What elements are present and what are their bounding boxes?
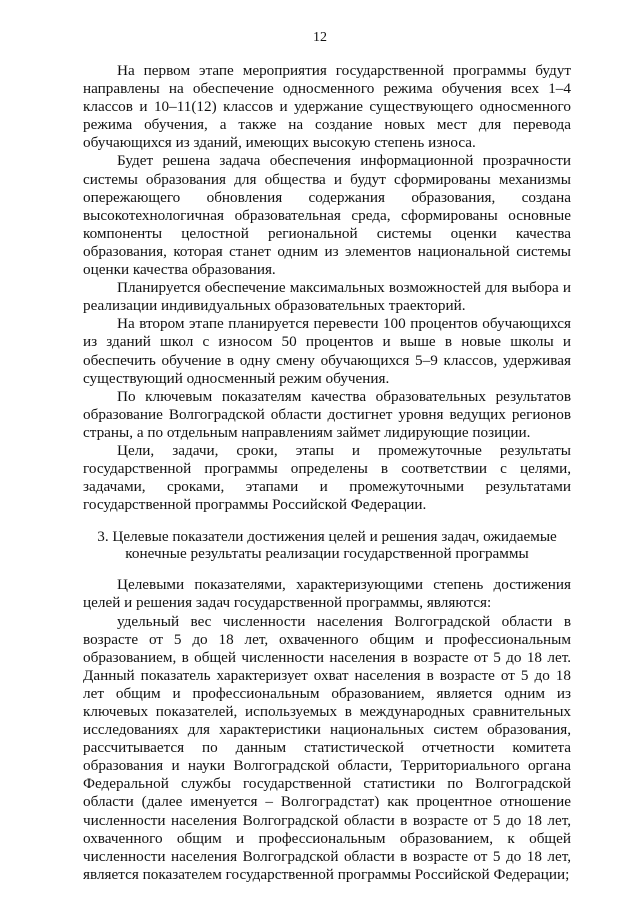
section-heading: 3. Целевые показатели достижения целей и решения задач, ожидаемые конечные результаты реализации государственной программы <box>97 528 557 563</box>
paragraph-transparency: Будет решена задача обеспечения информационной прозрачности системы образования для общества и будут сформированы механизмы опережающего обновления содержания образования, создана высокотехнологичная образовательная среда, сформированы основные компоненты целостной региональной системы оценки качества образования, которая станет одним из элементов национальной системы оценки качества образования. <box>83 152 571 279</box>
paragraph-indicator-share: удельный вес численности населения Волгоградской области в возрасте от 5 до 18 лет, охваченного общим и профессиональным образованием, в общей численности населения в возрасте от 5 до 18 лет. Данный показатель характеризует охват населения в возрасте от 5 до 18 лет общим и профессиональным образованием, является одним из ключевых показателей, используемых в международных сравнительных исследованиях для характеристики национальных систем образования, рассчитывается по данным статистической отчетности комитета образования и науки Волгоградской области, Территориального органа Федеральной службы государственной статистики по Волгоградской области (далее именуется – Волгоградстат) как процентное отношение численности населения Волгоградской области в возрасте от 5 до 18 лет, охваченного общим и профессиональным образованием, к общей численности населения Волгоградской области в возрасте от 5 до 18 лет, является показателем государственной программы Российской Федерации; <box>83 612 571 883</box>
paragraph-key-indicators: По ключевым показателям качества образовательных результатов образование Волгоградской области достигнет уровня ведущих регионов страны, а по отдельным направлениям займет лидирующие позиции. <box>83 387 571 441</box>
paragraph-goals: Цели, задачи, сроки, этапы и промежуточные результаты государственной программы определены в соответствии с целями, задачами, сроками, этапами и промежуточными результатами государственной программы Российской Федерации. <box>83 441 571 514</box>
paragraph-first-stage: На первом этапе мероприятия государственной программы будут направлены на обеспечение односменного режима обучения всех 1–4 классов и 10–11(12) классов и удержание существующего односменного режима обучения, а также на создание новых мест для перевода обучающихся из зданий, имеющих высокую степень износа. <box>83 62 571 152</box>
page-number: 12 <box>313 30 327 45</box>
paragraph-target-indicators-intro: Целевыми показателями, характеризующими степень достижения целей и решения задач государственной программы, являются: <box>83 576 571 612</box>
paragraph-trajectories: Планируется обеспечение максимальных возможностей для выбора и реализации индивидуальных образовательных траекторий. <box>83 279 571 315</box>
paragraph-second-stage: На втором этапе планируется перевести 100 процентов обучающихся из зданий школ с износом 50 процентов и выше в новые школы и обеспечить обучение в одну смену обучающихся 5–9 классов, удерживая существующий односменный режим обучения. <box>83 315 571 387</box>
page-body <box>83 62 571 884</box>
